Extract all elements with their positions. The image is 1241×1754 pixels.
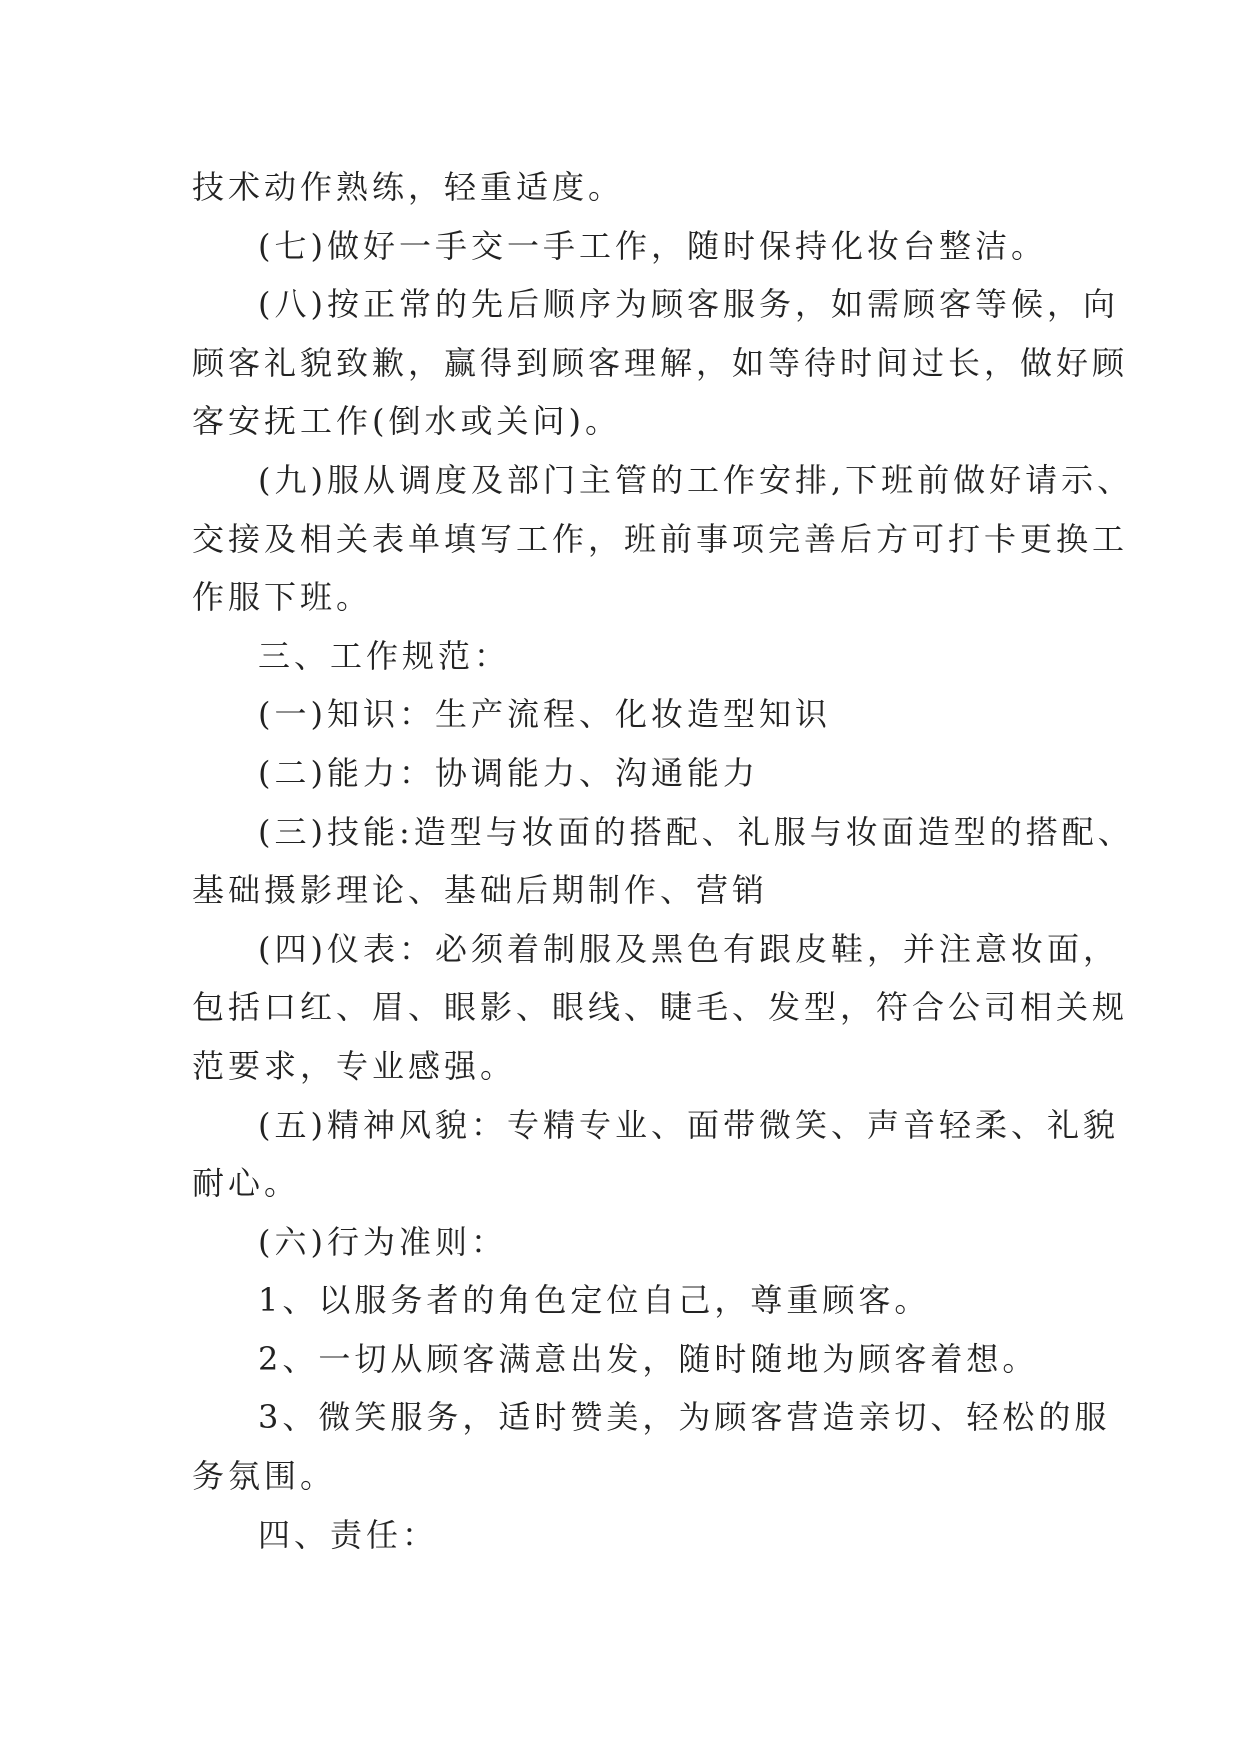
text-line: (八)按正常的先后顺序为顾客服务，如需顾客等候，向 [258,285,1119,324]
list-item: 1、以服务者的角色定位自己，尊重顾客。 [258,1281,931,1320]
text-line: (一)知识：生产流程、化妆造型知识 [258,695,831,734]
text-line: (七)做好一手交一手工作，随时保持化妆台整洁。 [258,226,1047,265]
text-line: 务氛围。 [192,1457,337,1496]
text-line: 客安抚工作(倒水或关问)。 [192,402,621,441]
text-line: (二)能力：协调能力、沟通能力 [258,753,759,792]
text-line: 基础摄影理论、基础后期制作、营销 [192,871,769,910]
section-heading: 三、工作规范： [258,636,511,675]
text-line: 耐心。 [192,1164,301,1203]
text-line: 交接及相关表单填写工作，班前事项完善后方可打卡更换工 [192,519,1129,558]
list-item: 3、微笑服务，适时赞美，为顾客营造亲切、轻松的服 [258,1398,1111,1437]
text-line: 顾客礼貌致歉，赢得到顾客理解，如等待时间过长，做好顾 [192,343,1129,382]
text-line: (三)技能:造型与妆面的搭配、礼服与妆面造型的搭配、 [258,812,1134,851]
list-item: 2、一切从顾客满意出发，随时随地为顾客着想。 [258,1339,1039,1378]
document-body [192,158,1134,1564]
text-line: 作服下班。 [192,578,373,617]
text-line: 技术动作熟练，轻重适度。 [192,168,625,206]
text-line: (四)仪表：必须着制服及黑色有跟皮鞋，并注意妆面， [258,929,1119,968]
text-line: 包括口红、眉、眼影、眼线、睫毛、发型，符合公司相关规 [192,988,1129,1027]
text-line: (九)服从调度及部门主管的工作安排,下班前做好请示、 [258,460,1134,499]
text-line: (五)精神风貌：专精专业、面带微笑、声音轻柔、礼貌 [258,1105,1119,1144]
text-line: (六)行为准则： [258,1222,507,1261]
section-heading: 四、责任： [258,1515,439,1554]
text-line: 范要求，专业感强。 [192,1046,517,1085]
